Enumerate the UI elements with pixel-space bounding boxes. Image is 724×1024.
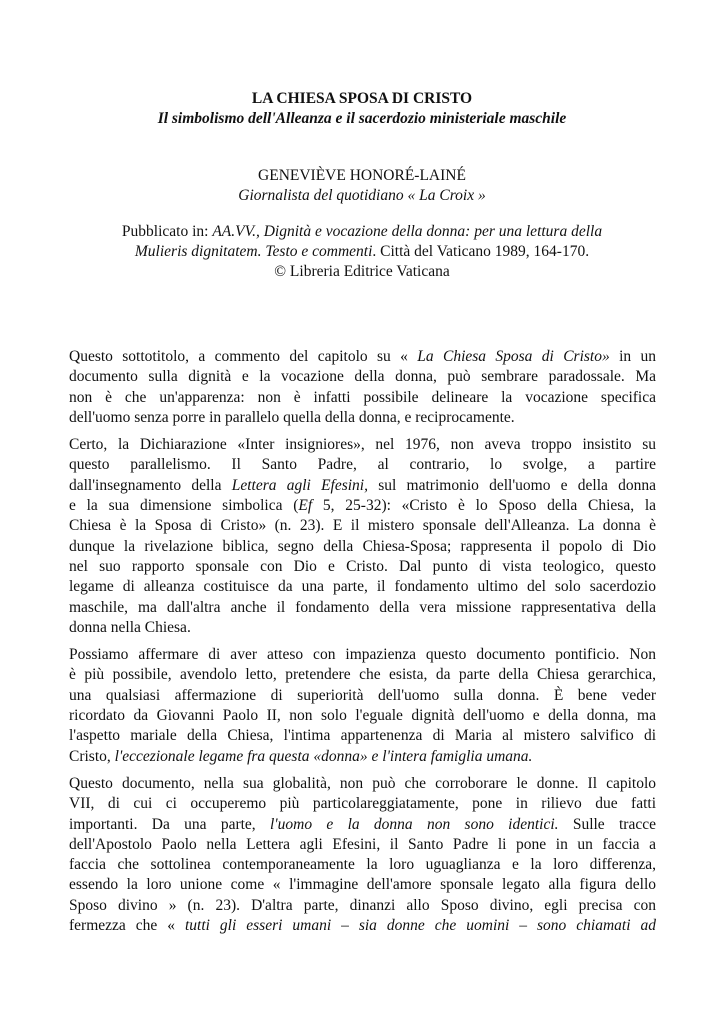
text-line: Questo documento, nella sua globalità, non può che corroborare le donne. Il capitolo bbox=[69, 774, 656, 792]
text-run: importanti. Da una parte, bbox=[69, 815, 270, 833]
text-line: Sposo divino » (n. 23). D'altra parte, dinanzi allo Sposo divino, egli precisa con bbox=[69, 896, 656, 914]
publication-info bbox=[0, 222, 724, 282]
text-run-italic: Lettera agli Efesini, bbox=[231, 476, 368, 494]
publication-place: . Città del Vaticano 1989, 164-170. bbox=[372, 243, 590, 260]
text-line bbox=[69, 747, 656, 767]
publication-line-2 bbox=[0, 242, 724, 262]
text-line: documento sulla dignità e la vocazione della donna, può sembrare paradossale. Ma bbox=[69, 368, 656, 386]
text-line: donna nella Chiesa. bbox=[69, 618, 191, 636]
publication-source-1: AA.VV., Dignità e vocazione della donna: per una lettura della bbox=[212, 223, 603, 240]
body-text bbox=[69, 347, 656, 943]
text-line: una qualsiasi affermazione di superiorità dell'uomo sulla donna. È bene veder bbox=[69, 686, 656, 704]
text-run: in un bbox=[609, 348, 656, 365]
text-line: nel suo rapporto sponsale con Dio e Cristo. Dal punto di vista teologico, questo bbox=[69, 557, 656, 575]
paragraph-4 bbox=[69, 774, 656, 936]
text-line bbox=[69, 347, 656, 367]
paragraph-3 bbox=[69, 645, 656, 767]
text-run: sul matrimonio dell'uomo e della donna bbox=[368, 476, 657, 494]
text-line: Chiesa è la Sposa di Cristo» (n. 23). E il mistero sponsale dell'Alleanza. La donna è bbox=[69, 517, 656, 535]
text-line: dell'uomo senza porre in parallelo quella della donna, e reciprocamente. bbox=[69, 408, 515, 426]
text-line: maschile, ma dall'altra anche il fondamento della vera missione rappresentativa della bbox=[69, 598, 656, 616]
text-run-italic: Ef bbox=[298, 497, 313, 515]
publication-label: Pubblicato in: bbox=[121, 223, 213, 240]
author-role: Giornalista del quotidiano « La Croix » bbox=[238, 187, 486, 204]
text-line: legame di alleanza costituisce da una parte, il fondamento ultimo del solo sacerdozio bbox=[69, 578, 656, 596]
text-line: non è che un'apparenza: non è infatti possibile delineare la vocazione specifica bbox=[69, 388, 656, 406]
author-name: GENEVIÈVE HONORÉ-LAINÉ bbox=[258, 167, 466, 184]
text-line: questo parallelismo. Il Santo Padre, al contrario, lo svolge, a partire bbox=[69, 456, 656, 474]
text-line bbox=[69, 916, 656, 936]
text-line: l'aspetto mariale della Chiesa, l'intima appartenenza di Maria al mistero salvifico di bbox=[69, 727, 656, 745]
author-block bbox=[0, 166, 724, 206]
text-run: dall'insegnamento della bbox=[69, 476, 232, 494]
text-run: e la sua dimensione simbolica ( bbox=[69, 497, 299, 515]
text-line: faccia che sottolinea contemporaneamente la loro uguaglianza e la loro differenza, bbox=[69, 856, 656, 874]
publication-source-2: Mulieris dignitatem. Testo e commenti bbox=[134, 243, 373, 260]
text-line bbox=[69, 496, 656, 516]
page-subtitle: Il simbolismo dell'Alleanza e il sacerdozio ministeriale maschile bbox=[157, 110, 567, 127]
text-run-italic: l'uomo e la donna non sono identici. bbox=[270, 815, 559, 833]
text-line: ricordato da Giovanni Paolo II, non solo l'eguale dignità dell'uomo e della donna, ma bbox=[69, 707, 656, 725]
text-run-italic: tutti gli esseri umani – sia donne che uomini – sono chiamati ad bbox=[184, 917, 656, 935]
text-line bbox=[69, 476, 656, 496]
publication-copyright: © Libreria Editrice Vaticana bbox=[274, 263, 450, 280]
publication-line-1 bbox=[0, 222, 724, 242]
text-line bbox=[69, 815, 656, 835]
text-run-italic: La Chiesa Sposa di Cristo» bbox=[417, 348, 610, 365]
text-line: Certo, la Dichiarazione «Inter insigniores», nel 1976, non aveva troppo insistito su bbox=[69, 436, 656, 454]
text-line: essendo la loro unione come « l'immagine dell'amore sponsale legato alla figura dello bbox=[69, 876, 656, 894]
text-run: 5, 25-32): «Cristo è lo Sposo della Chiesa, la bbox=[312, 497, 657, 515]
text-line: dunque la rivelazione biblica, segno della Chiesa-Sposa; rappresenta il popolo di Dio bbox=[69, 537, 656, 555]
text-line: dell'Apostolo Paolo nella Lettera agli Efesini, il Santo Padre li pone in un faccia a bbox=[69, 835, 656, 853]
text-run: fermezza che « bbox=[69, 917, 185, 935]
paragraph-2 bbox=[69, 435, 656, 638]
text-line: VII, di cui ci occuperemo più particolareggiatamente, pone in rilievo due fatti bbox=[69, 795, 656, 813]
text-line: Possiamo affermare di aver atteso con impazienza questo documento pontificio. Non bbox=[69, 646, 656, 664]
text-run: Cristo, bbox=[69, 747, 115, 765]
text-line: è più possibile, avendolo letto, pretendere che esista, da parte della Chiesa gerarchica, bbox=[69, 666, 656, 684]
text-run-italic: l'eccezionale legame fra questa «donna» e l'intera famiglia umana. bbox=[114, 747, 533, 765]
paragraph-1 bbox=[69, 347, 656, 428]
page-title: LA CHIESA SPOSA DI CRISTO bbox=[251, 90, 473, 107]
text-run: Sulle tracce bbox=[558, 815, 656, 833]
text-run: Questo sottotitolo, a commento del capitolo su « bbox=[69, 348, 418, 365]
title-block bbox=[0, 89, 724, 129]
